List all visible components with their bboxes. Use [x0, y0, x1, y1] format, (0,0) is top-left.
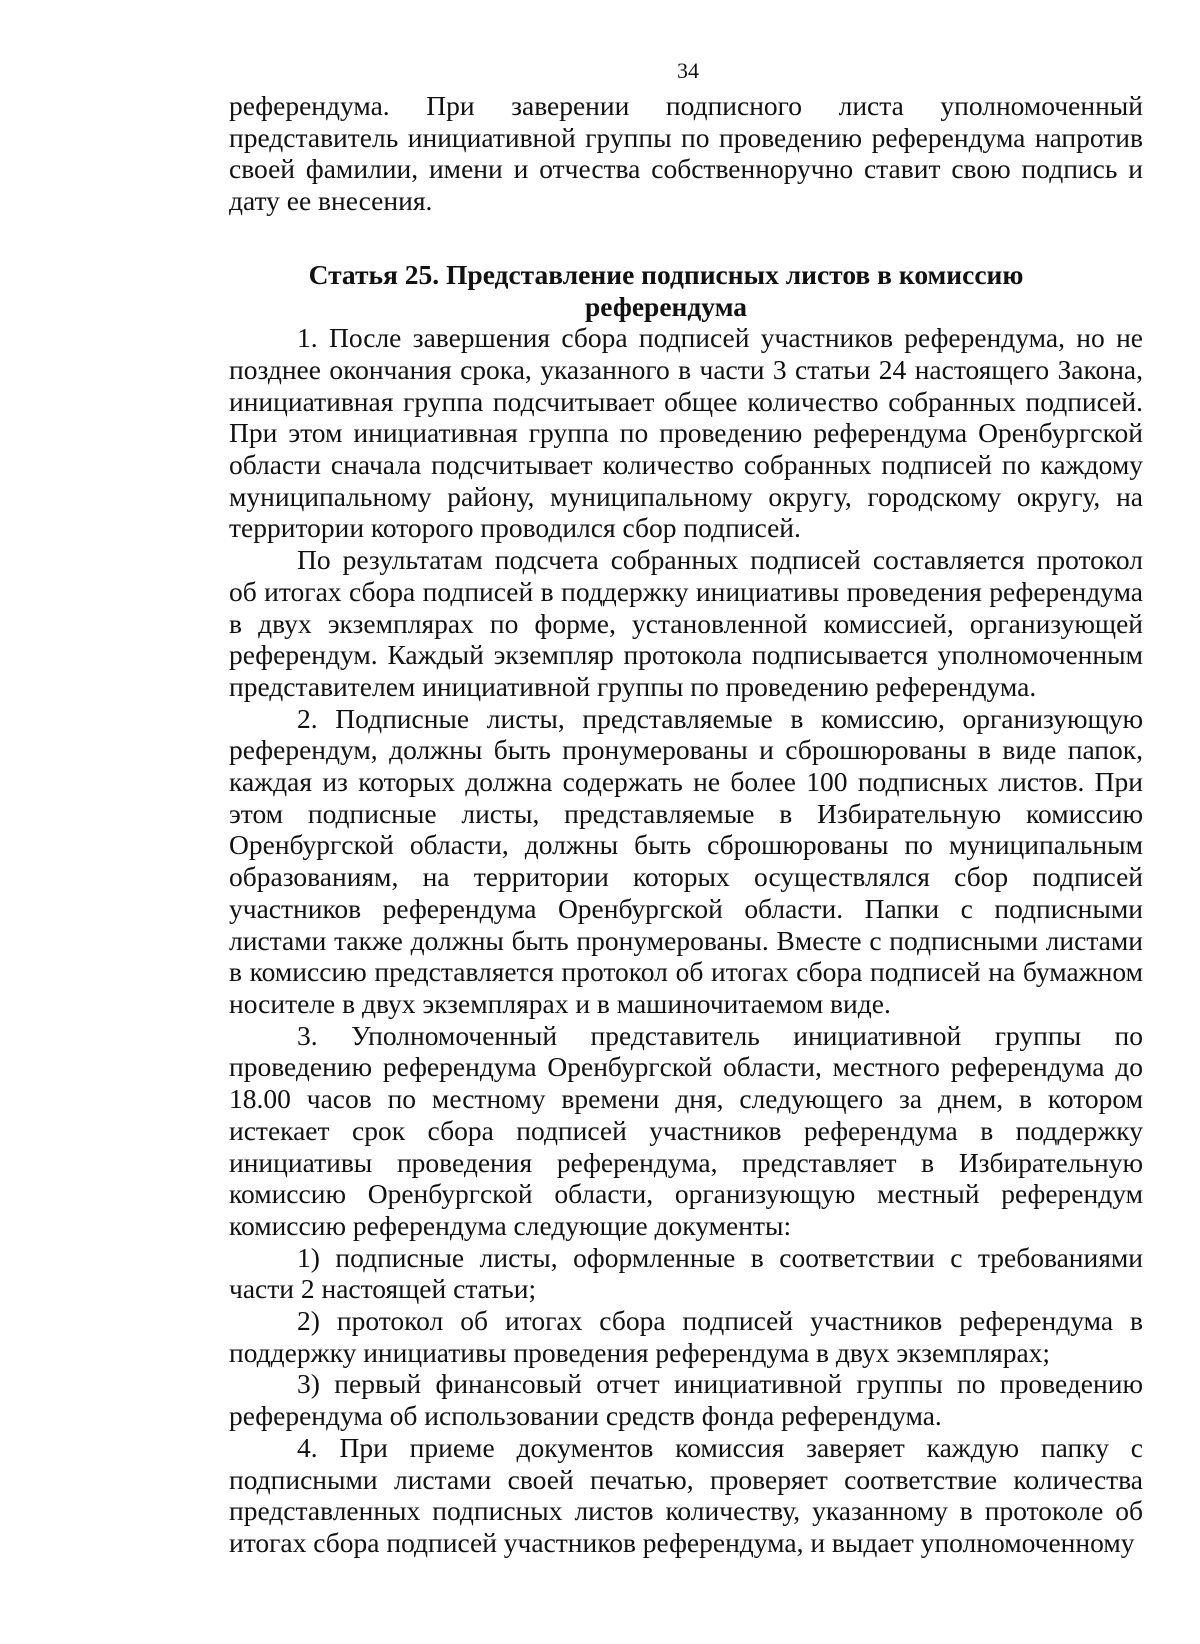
article-heading [229, 259, 1143, 322]
list-item-3: 3) первый финансовый отчет инициативной группы по проведению референдума об использовании средств фонда референдума. [229, 1368, 1143, 1432]
article-heading-line-1: Статья 25. Представление подписных листов в комиссию [308, 258, 1024, 290]
paragraph-4: 3. Уполномоченный представитель инициативной группы по проведению референдума Оренбургской области, местного референдума до 18.00 часов по местному времени дня, следующего за днем, в котором истекает срок сбора подписей участников референдума в поддержку инициативы проведения референдума, представляет в Избирательную комиссию Оренбургской области, организующую местный референдум комиссию референдума следующие документы: [229, 1019, 1143, 1241]
article-heading-line-2: референдума [584, 290, 747, 322]
intro-paragraph: референдума. При заверении подписного листа уполномоченный представитель инициативной группы по проведению референдума напротив своей фамилии, имени и отчества собственноручно ставит свою подпись и дату ее внесения. [229, 90, 1143, 217]
page-number: 34 [677, 58, 699, 83]
list-item-1: 1) подписные листы, оформленные в соответствии с требованиями части 2 настоящей статьи; [229, 1241, 1143, 1305]
paragraph-3: 2. Подписные листы, представляемые в комиссию, организующую референдум, должны быть пронумерованы и сброшюрованы в виде папок, каждая из которых должна содержать не более 100 подписных листов. При этом подписные листы, представляемые в Избирательную комиссию Оренбургской области, должны быть сброшюрованы по муниципальным образованиям, на территории которых осуществлялся сбор подписей участников референдума Оренбургской области. Папки с подписными листами также должны быть пронумерованы. Вместе с подписными листами в комиссию представляется протокол об итогах сбора подписей на бумажном носителе в двух экземплярах и в машиночитаемом виде. [229, 702, 1143, 1019]
document-body [229, 90, 1143, 1559]
paragraph-1: 1. После завершения сбора подписей участников референдума, но не позднее окончания срока, указанного в части 3 статьи 24 настоящего Закона, инициативная группа подсчитывает общее количество собранных подписей. При этом инициативная группа по проведению референдума Оренбургской области сначала подсчитывает количество собранных подписей по каждому муниципальному району, муниципальному округу, городскому округу, на территории которого проводился сбор подписей. [229, 322, 1143, 544]
list-item-2: 2) протокол об итогах сбора подписей участников референдума в поддержку инициативы проведения референдума в двух экземплярах; [229, 1305, 1143, 1368]
paragraph-2: По результатам подсчета собранных подписей составляется протокол об итогах сбора подписей в поддержку инициативы проведения референдума в двух экземплярах по форме, установленной комиссией, организующей референдум. Каждый экземпляр протокола подписывается уполномоченным представителем инициативной группы по проведению референдума. [229, 544, 1143, 702]
paragraph-5: 4. При приеме документов комиссия заверяет каждую папку с подписными листами своей печатью, проверяет соответствие количества представленных подписных листов количеству, указанному в протоколе об итогах сбора подписей участников референдума, и выдает уполномоченному [229, 1431, 1143, 1558]
